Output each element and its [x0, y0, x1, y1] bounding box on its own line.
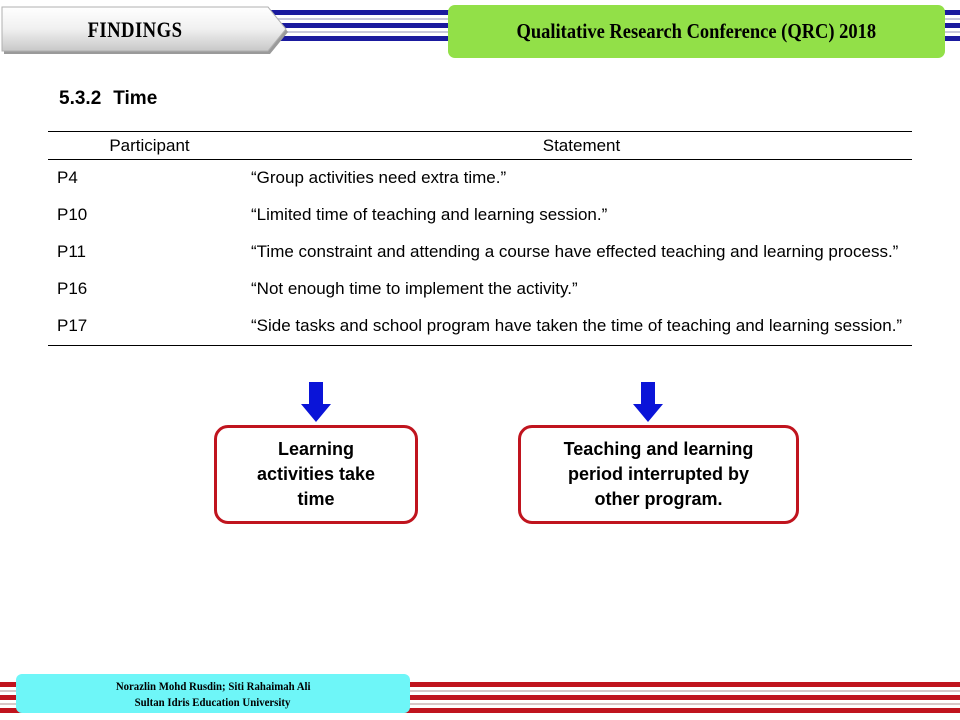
table-row: [48, 271, 912, 308]
outcome-line: Learning: [277, 439, 354, 459]
outcome-line: period interrupted by: [567, 464, 749, 484]
conference-title: Qualitative Research Conference (QRC) 2018: [516, 19, 877, 43]
outcome-box-teaching: [518, 425, 799, 524]
section-number: 5.3.2: [59, 88, 102, 109]
table-header-row: [48, 132, 912, 160]
outcome-box-learning: [214, 425, 418, 524]
section-title: Time: [113, 88, 158, 109]
table-row: [48, 160, 912, 198]
participant-cell: P17: [57, 316, 88, 335]
down-arrow-icon: [301, 382, 331, 422]
statement-cell: “Group activities need extra time.”: [251, 168, 507, 187]
table-row: [48, 234, 912, 271]
outcome-line: other program.: [594, 489, 723, 509]
participant-cell: P11: [57, 242, 86, 261]
section-heading: [59, 88, 157, 110]
statement-cell: “Time constraint and attending a course have effected teaching and learning process.”: [251, 242, 899, 261]
table-row: [48, 197, 912, 234]
author-box: [16, 674, 410, 713]
statements-table: [48, 131, 912, 346]
participant-cell: P10: [57, 205, 88, 224]
participant-cell: P4: [57, 168, 78, 187]
outcome-line: activities take: [256, 464, 376, 484]
section-label: FINDINGS: [87, 17, 183, 42]
authors: Norazlin Mohd Rusdin; Siti Rahaimah Ali: [115, 678, 311, 693]
institution: Sultan Idris Education University: [135, 694, 291, 709]
table-row: [48, 308, 912, 346]
down-arrow-icon: [633, 382, 663, 422]
statement-column-header: Statement: [542, 135, 621, 155]
participant-column-header: Participant: [109, 135, 190, 155]
statement-cell: “Side tasks and school program have taken the time of teaching and learning session.”: [251, 316, 903, 335]
statement-cell: “Not enough time to implement the activity.”: [251, 279, 578, 298]
statement-cell: “Limited time of teaching and learning session.”: [251, 205, 608, 224]
outcome-line: time: [297, 489, 335, 509]
conference-banner: [448, 5, 945, 58]
outcome-line: Teaching and learning: [563, 439, 754, 459]
participant-cell: P16: [57, 279, 88, 298]
